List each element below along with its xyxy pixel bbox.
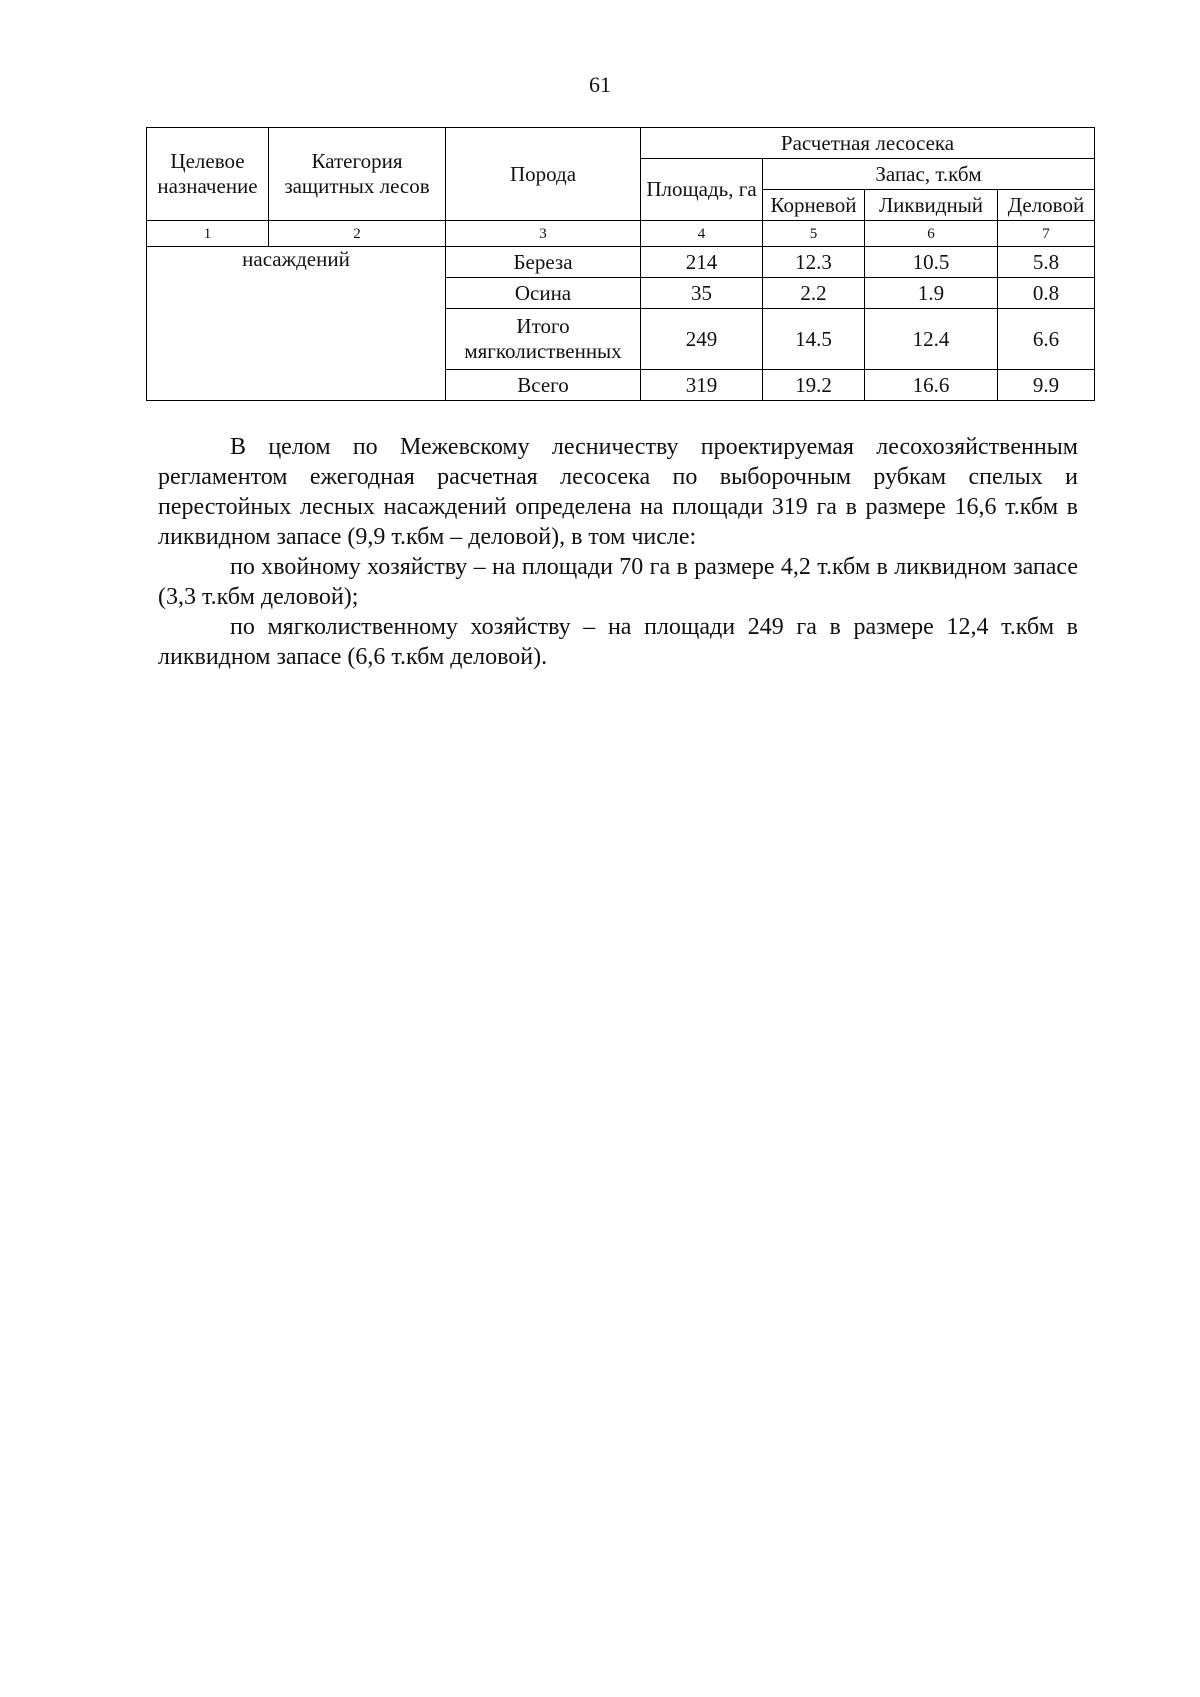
commercial-stock-cell: 6.6 bbox=[998, 309, 1095, 370]
liquid-stock-cell: 16.6 bbox=[865, 370, 998, 401]
species-cell: Итого мягколиственных bbox=[446, 309, 641, 370]
paragraph: по мягколиственному хозяйству – на площади 249 га в размере 12,4 т.кбм в ликвидном запасе (6,6 т.кбм деловой). bbox=[158, 614, 1078, 670]
species-cell: Осина bbox=[446, 278, 641, 309]
species-cell: Всего bbox=[446, 370, 641, 401]
area-cell: 249 bbox=[641, 309, 763, 370]
page-number: 61 bbox=[589, 72, 611, 97]
liquid-stock-cell: 1.9 bbox=[865, 278, 998, 309]
column-number: 1 bbox=[147, 221, 269, 247]
body-text bbox=[158, 432, 1078, 672]
header-stock: Запас, т.кбм bbox=[763, 159, 1095, 190]
header-protective-category: Категория защитных лесов bbox=[269, 128, 446, 221]
root-stock-cell: 12.3 bbox=[763, 247, 865, 278]
group-label-cell bbox=[147, 247, 446, 401]
commercial-stock-cell: 9.9 bbox=[998, 370, 1095, 401]
group-label: насаждений bbox=[242, 247, 350, 271]
species-cell: Береза bbox=[446, 247, 641, 278]
header-liquid-stock: Ликвидный bbox=[865, 190, 998, 221]
header-area: Площадь, га bbox=[641, 159, 763, 221]
table-header-row bbox=[147, 128, 1095, 159]
area-cell: 214 bbox=[641, 247, 763, 278]
paragraph: В целом по Межевскому лесничеству проектируемая лесохозяйственным регламентом ежегодная расчетная лесосека по выборочным рубкам спелых и перестойных лесных насаждений определена на площади 319 га в размере 16,6 т.кбм в ликвидном запасе (9,9 т.кбм – деловой), в том числе: bbox=[158, 434, 1078, 550]
commercial-stock-cell: 5.8 bbox=[998, 247, 1095, 278]
paragraph: по хвойному хозяйству – на площади 70 га в размере 4,2 т.кбм в ликвидном запасе (3,3 т.кбм деловой); bbox=[158, 554, 1078, 610]
root-stock-cell: 19.2 bbox=[763, 370, 865, 401]
commercial-stock-cell: 0.8 bbox=[998, 278, 1095, 309]
column-number: 7 bbox=[998, 221, 1095, 247]
table-row bbox=[147, 247, 1095, 278]
header-commercial-stock: Деловой bbox=[998, 190, 1095, 221]
root-stock-cell: 2.2 bbox=[763, 278, 865, 309]
header-species: Порода bbox=[446, 128, 641, 221]
header-target-purpose: Целевое назначение bbox=[147, 128, 269, 221]
column-number: 3 bbox=[446, 221, 641, 247]
column-number-row bbox=[147, 221, 1095, 247]
area-cell: 319 bbox=[641, 370, 763, 401]
liquid-stock-cell: 12.4 bbox=[865, 309, 998, 370]
root-stock-cell: 14.5 bbox=[763, 309, 865, 370]
area-cell: 35 bbox=[641, 278, 763, 309]
column-number: 5 bbox=[763, 221, 865, 247]
column-number: 4 bbox=[641, 221, 763, 247]
allowable-cut-table bbox=[146, 127, 1095, 401]
liquid-stock-cell: 10.5 bbox=[865, 247, 998, 278]
header-allowable-cut: Расчетная лесосека bbox=[641, 128, 1095, 159]
column-number: 2 bbox=[269, 221, 446, 247]
header-root-stock: Корневой bbox=[763, 190, 865, 221]
column-number: 6 bbox=[865, 221, 998, 247]
